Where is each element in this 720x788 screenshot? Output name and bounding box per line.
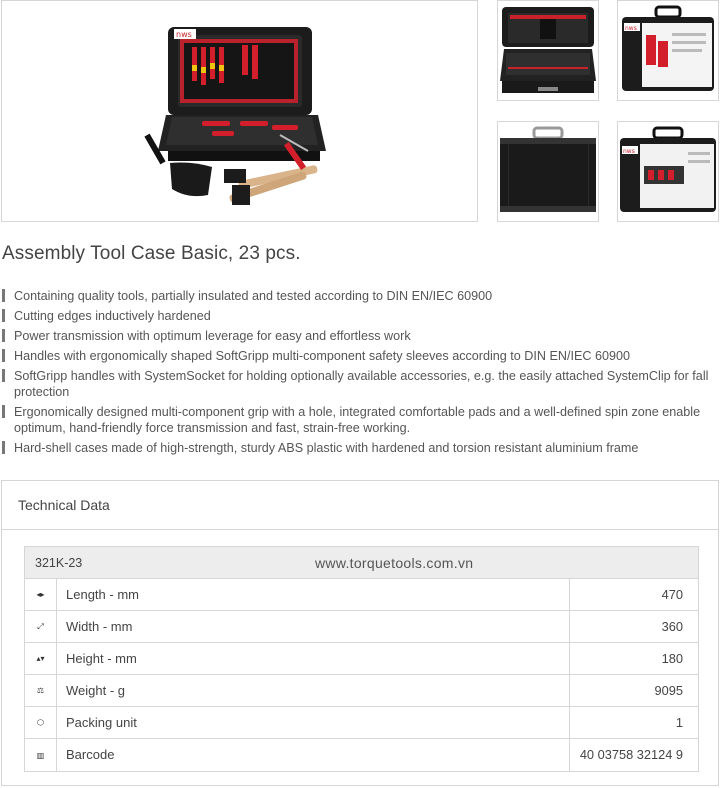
bullet-bar-icon [2, 369, 5, 382]
row-value: 470 [661, 587, 683, 602]
table-row [25, 675, 698, 707]
length-icon: ◂▸ [25, 579, 57, 610]
row-label: Height - mm [57, 643, 570, 674]
thumbnail-case-open[interactable] [497, 0, 599, 101]
packing-icon: ⬡ [25, 707, 57, 738]
thumbnail-case-closed-plain[interactable] [497, 121, 599, 222]
table-header [25, 547, 698, 579]
table-row [25, 739, 698, 771]
bullet-bar-icon [2, 329, 5, 342]
bullet-bar-icon [2, 309, 5, 322]
feature-item: Containing quality tools, partially insulated and tested according to DIN EN/IEC 60900 [2, 288, 718, 304]
svg-text:nws: nws [176, 30, 192, 39]
feature-item: SoftGripp handles with SystemSocket for holding optionally available accessories, e.g. the easily attached SystemClip for fall protection [2, 368, 718, 400]
technical-data-table [24, 546, 699, 772]
feature-item: Cutting edges inductively hardened [2, 308, 718, 324]
bullet-bar-icon [2, 441, 5, 454]
row-value: 1 [675, 715, 683, 730]
bullet-bar-icon [2, 349, 5, 362]
height-icon: ▴▾ [25, 643, 57, 674]
model-number: 321K-23 [35, 556, 83, 570]
feature-item: Hard-shell cases made of high-strength, sturdy ABS plastic with hardened and torsion resistant aluminium frame [2, 440, 718, 456]
svg-text:nws: nws [625, 25, 637, 32]
product-title: Assembly Tool Case Basic, 23 pcs. [2, 243, 301, 264]
svg-text:nws: nws [623, 148, 635, 155]
row-value: 360 [661, 619, 683, 634]
feature-list [2, 288, 718, 460]
width-icon: ⤢ [25, 611, 57, 642]
feature-item: Ergonomically designed multi-component grip with a hole, integrated comfortable pads and a well-defined spin zone enable optimum, hand-friendly force transmission and fast, strain-free working. [2, 404, 718, 436]
row-label: Packing unit [57, 707, 570, 738]
table-row [25, 579, 698, 611]
thumbnail-case-label-side[interactable] [617, 121, 719, 222]
bullet-bar-icon [2, 405, 5, 418]
row-label: Width - mm [57, 611, 570, 642]
row-value: 9095 [654, 683, 683, 698]
bullet-bar-icon [2, 289, 5, 302]
row-label: Length - mm [57, 579, 570, 610]
main-product-image[interactable] [1, 0, 478, 222]
table-row [25, 611, 698, 643]
thumbnail-case-closed-label[interactable] [617, 0, 719, 101]
watermark-text: www.torquetools.com.vn [315, 555, 474, 571]
row-value: 40 03758 32124 9 [579, 747, 683, 762]
row-value: 180 [661, 651, 683, 666]
barcode-icon: ▥ [25, 739, 57, 771]
row-label: Weight - g [57, 675, 570, 706]
feature-item: Power transmission with optimum leverage for easy and effortless work [2, 328, 718, 344]
technical-data-heading: Technical Data [2, 481, 718, 530]
feature-item: Handles with ergonomically shaped SoftGripp multi-component safety sleeves according to DIN EN/IEC 60900 [2, 348, 718, 364]
table-row [25, 643, 698, 675]
table-row [25, 707, 698, 739]
technical-data-panel [1, 480, 719, 786]
weight-icon: ⚖ [25, 675, 57, 706]
row-label: Barcode [57, 739, 570, 771]
